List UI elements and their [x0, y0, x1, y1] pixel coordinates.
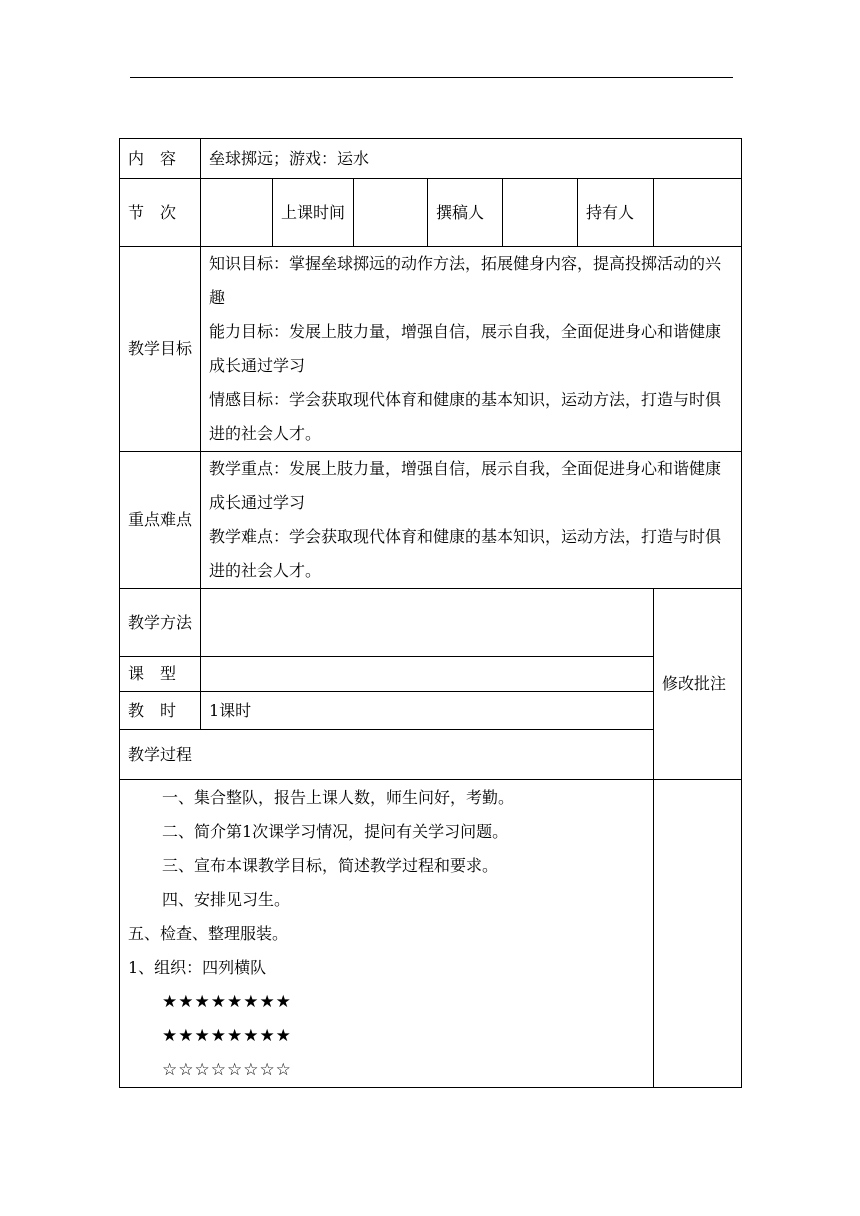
lesson-plan-table [119, 138, 742, 1088]
process-content [120, 780, 654, 1088]
method-value [201, 589, 654, 657]
process-step-4: 四、安排见习生。 [162, 890, 291, 909]
section-row [120, 179, 742, 247]
objectives-row [120, 247, 742, 452]
author-label: 撰稿人 [428, 179, 503, 247]
teaching-difficulty: 教学难点：学会获取现代体育和健康的基本知识，运动方法，打造与时俱进的社会人才。 [209, 527, 722, 580]
key-points-label: 重点难点 [120, 452, 201, 589]
key-points-content [201, 452, 742, 589]
content-row [120, 139, 742, 179]
process-row [120, 780, 742, 1088]
hours-label: 教 时 [120, 692, 201, 730]
organization-text: 1、组织：四列横队 [128, 958, 267, 977]
method-row [120, 589, 742, 657]
section-value [201, 179, 273, 247]
class-time-label: 上课时间 [273, 179, 354, 247]
content-label: 内 容 [120, 139, 201, 179]
process-header-row [120, 730, 742, 780]
hours-row [120, 692, 742, 730]
revision-notes-label: 修改批注 [654, 589, 742, 780]
emotion-objective: 情感目标：学会获取现代体育和健康的基本知识，运动方法，打造与时俱进的社会人才。 [209, 390, 722, 443]
hours-value: 1课时 [201, 692, 654, 730]
process-label: 教学过程 [120, 730, 654, 780]
process-step-5: 五、检查、整理服装。 [128, 924, 289, 943]
objectives-content [201, 247, 742, 452]
section-label: 节 次 [120, 179, 201, 247]
holder-label: 持有人 [578, 179, 654, 247]
knowledge-objective: 知识目标：掌握垒球掷远的动作方法，拓展健身内容，提高投掷活动的兴趣 [209, 254, 722, 307]
ability-objective: 能力目标：发展上肢力量，增强自信，展示自我，全面促进身心和谐健康成长通过学习 [209, 322, 722, 375]
class-time-value [354, 179, 428, 247]
process-step-1: 一、集合整队，报告上课人数，师生问好，考勤。 [162, 788, 515, 807]
key-points-row [120, 452, 742, 589]
type-row [120, 657, 742, 692]
content-value: 垒球掷远；游戏：运水 [201, 139, 742, 179]
formation-row-2: ★★★★★★★★ [162, 1026, 292, 1046]
teaching-focus: 教学重点：发展上肢力量，增强自信，展示自我，全面促进身心和谐健康成长通过学习 [209, 459, 722, 512]
process-notes [654, 780, 742, 1088]
type-value [201, 657, 654, 692]
formation-row-1: ★★★★★★★★ [162, 992, 292, 1012]
process-step-2: 二、简介第1次课学习情况，提问有关学习问题。 [162, 822, 509, 841]
formation-row-3: ☆☆☆☆☆☆☆☆ [162, 1060, 292, 1080]
holder-value [654, 179, 742, 247]
method-label: 教学方法 [120, 589, 201, 657]
type-label: 课 型 [120, 657, 201, 692]
author-value [503, 179, 578, 247]
objectives-label: 教学目标 [120, 247, 201, 452]
header-rule [130, 77, 733, 78]
process-step-3: 三、宣布本课教学目标，简述教学过程和要求。 [162, 856, 499, 875]
